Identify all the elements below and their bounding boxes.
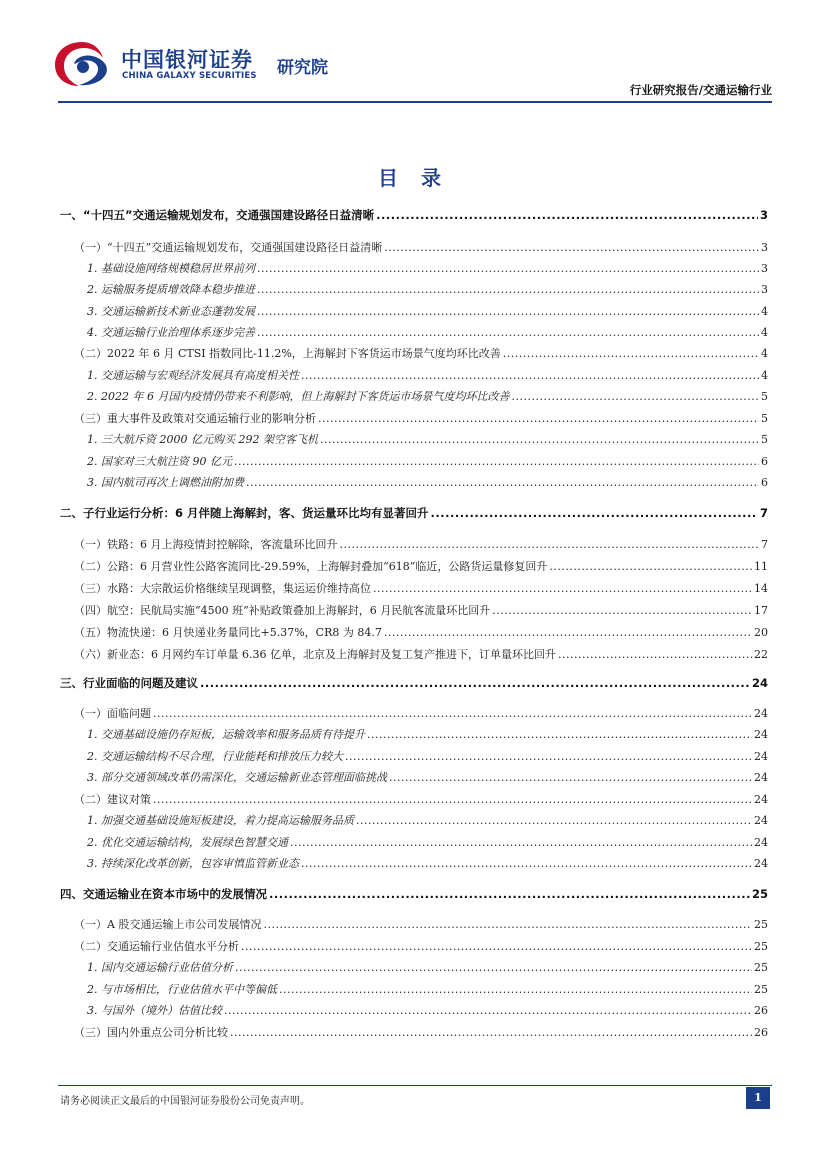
toc-dot-leader xyxy=(257,305,759,318)
toc-dot-leader xyxy=(235,961,752,974)
toc-dot-leader xyxy=(200,676,750,690)
toc-entry-page: 5 xyxy=(761,412,768,425)
toc-entry-title: 2. 与市场相比，行业估值水平中等偏低 xyxy=(87,983,277,996)
toc-entry-page: 20 xyxy=(754,626,768,639)
page-number: 1 xyxy=(746,1087,770,1109)
toc-entry-title: （五）物流快递：6 月快递业务量同比+5.37%，CR8 为 84.7 xyxy=(74,626,382,639)
toc-entry-page: 4 xyxy=(761,347,768,360)
toc-entry-page: 26 xyxy=(754,1004,768,1017)
toc-entry[interactable] xyxy=(60,769,768,789)
toc-entry[interactable] xyxy=(60,239,768,259)
toc-entry[interactable] xyxy=(60,580,768,600)
toc-entry-page: 24 xyxy=(754,857,768,870)
toc-entry[interactable] xyxy=(60,959,768,979)
toc-dot-leader xyxy=(376,208,758,222)
toc-dot-leader xyxy=(301,369,759,382)
toc-entry-page: 24 xyxy=(754,728,768,741)
toc-entry-page: 25 xyxy=(754,961,768,974)
toc-entry[interactable] xyxy=(60,748,768,768)
toc-dot-leader xyxy=(153,707,752,720)
brand-name-en: CHINA GALAXY SECURITIES xyxy=(122,71,257,81)
toc-dot-leader xyxy=(320,433,759,446)
toc-entry-title: 4. 交通运输行业治理体系逐步完善 xyxy=(87,326,255,339)
toc-entry-title: （二）2022 年 6 月 CTSI 指数同比-11.2%，上海解封下客货运市场景气度均环比改善 xyxy=(74,347,501,360)
toc-entry[interactable] xyxy=(60,453,768,473)
toc-dot-leader xyxy=(367,728,752,741)
toc-dot-leader xyxy=(257,262,759,275)
toc-entry[interactable] xyxy=(60,726,768,746)
toc-entry[interactable] xyxy=(60,431,768,451)
toc-entry-title: 2. 交通运输结构不尽合理，行业能耗和排放压力较大 xyxy=(87,750,343,763)
toc-entry-title: 1. 三大航斥资 2000 亿元购买 292 架空客飞机 xyxy=(87,433,318,446)
header-divider xyxy=(58,101,772,103)
toc-entry-page: 24 xyxy=(754,793,768,806)
toc-dot-leader xyxy=(153,793,752,806)
toc-dot-leader xyxy=(492,604,752,617)
toc-dot-leader xyxy=(224,1004,752,1017)
toc-entry-title: （三）国内外重点公司分析比较 xyxy=(74,1026,228,1039)
toc-dot-leader xyxy=(241,940,752,953)
toc-entry-page: 5 xyxy=(761,390,768,403)
toc-entry-page: 24 xyxy=(754,750,768,763)
toc-entry-page: 4 xyxy=(761,369,768,382)
page-header xyxy=(0,0,827,110)
toc-entry-title: 三、行业面临的问题及建议 xyxy=(60,676,198,690)
toc-entry-title: 1. 交通基础设施仍存短板，运输效率和服务品质有待提升 xyxy=(87,728,365,741)
toc-dot-leader xyxy=(301,857,752,870)
toc-entry-page: 26 xyxy=(754,1026,768,1039)
toc-entry[interactable] xyxy=(60,886,768,906)
toc-entry-page: 24 xyxy=(754,814,768,827)
toc-dot-leader xyxy=(257,326,759,339)
toc-entry-title: 2. 优化交通运输结构，发展绿色智慧交通 xyxy=(87,836,288,849)
toc-entry-title: 四、交通运输业在资本市场中的发展情况 xyxy=(60,887,267,901)
toc-entry-page: 5 xyxy=(761,433,768,446)
toc-entry[interactable] xyxy=(60,855,768,875)
toc-title: 目 录 xyxy=(378,166,449,190)
toc-entry-title: （三）重大事件及政策对交通运输行业的影响分析 xyxy=(74,412,316,425)
toc-entry-title: 3. 持续深化改革创新，包容审慎监管新业态 xyxy=(87,857,299,870)
toc-dot-leader xyxy=(549,560,752,573)
toc-entry[interactable] xyxy=(60,558,768,578)
galaxy-logo-icon xyxy=(52,38,112,90)
toc-dot-leader xyxy=(246,476,759,489)
toc-entry[interactable] xyxy=(60,345,768,365)
toc-entry[interactable] xyxy=(60,812,768,832)
toc-entry-page: 14 xyxy=(754,582,768,595)
toc-entry[interactable] xyxy=(60,705,768,725)
toc-entry-page: 25 xyxy=(754,940,768,953)
toc-entry[interactable] xyxy=(60,602,768,622)
toc-entry[interactable] xyxy=(60,207,768,227)
toc-entry-title: （二）建议对策 xyxy=(74,793,151,806)
toc-entry-title: （二）交通运输行业估值水平分析 xyxy=(74,940,239,953)
toc-entry-page: 3 xyxy=(759,208,768,222)
toc-dot-leader xyxy=(384,626,752,639)
toc-entry[interactable] xyxy=(60,981,768,1001)
toc-entry-page: 3 xyxy=(761,262,768,275)
disclaimer-note: 请务必阅读正文最后的中国银河证券股份公司免责声明。 xyxy=(60,1096,310,1107)
toc-entry[interactable] xyxy=(60,388,768,408)
toc-dot-leader xyxy=(257,283,759,296)
toc-entry[interactable] xyxy=(60,675,768,695)
toc-entry-title: 3. 国内航司再次上调燃油附加费 xyxy=(87,476,244,489)
toc-entry[interactable] xyxy=(60,834,768,854)
toc-entry-page: 3 xyxy=(761,283,768,296)
toc-entry-title: 3. 部分交通领域改革仍需深化，交通运输新业态管理面临挑战 xyxy=(87,771,387,784)
toc-dot-leader xyxy=(389,771,752,784)
toc-dot-leader xyxy=(345,750,752,763)
toc-entry[interactable] xyxy=(60,303,768,323)
toc-dot-leader xyxy=(269,887,750,901)
toc-entry-page: 24 xyxy=(751,676,768,690)
toc-entry-title: 3. 交通运输新技术新业态蓬勃发展 xyxy=(87,305,255,318)
toc-entry-title: 1. 国内交通运输行业估值分析 xyxy=(87,961,233,974)
toc-entry-title: 二、子行业运行分析：6 月伴随上海解封，客、货运量环比均有显著回升 xyxy=(60,506,429,520)
toc-entry-page: 6 xyxy=(761,455,768,468)
toc-entry-title: （二）公路：6 月营业性公路客流同比-29.59%，上海解封叠加“618”临近，公路货运量修复回升 xyxy=(74,560,548,573)
toc-entry[interactable] xyxy=(60,1024,768,1044)
toc-entry-title: 一、“十四五”交通运输规划发布，交通强国建设路径日益清晰 xyxy=(60,208,375,222)
toc-entry-page: 24 xyxy=(754,771,768,784)
toc-dot-leader xyxy=(356,814,752,827)
toc-entry[interactable] xyxy=(60,324,768,344)
toc-dot-leader xyxy=(558,648,752,661)
toc-entry[interactable] xyxy=(60,260,768,280)
toc-entry[interactable] xyxy=(60,281,768,301)
toc-entry-title: （六）新业态：6 月网约车订单量 6.36 亿单，北京及上海解封及复工复产推进下，订单量环比回升 xyxy=(74,648,556,661)
toc-entry[interactable] xyxy=(60,624,768,644)
toc-dot-leader xyxy=(234,455,759,468)
toc-entry-title: 3. 与国外（境外）估值比较 xyxy=(87,1004,222,1017)
toc-entry-page: 4 xyxy=(761,305,768,318)
toc-entry-page: 25 xyxy=(754,918,768,931)
toc-entry-title: （一）铁路：6 月上海疫情封控解除，客流量环比回升 xyxy=(74,538,338,551)
toc-entry-page: 7 xyxy=(759,506,768,520)
toc-entry-page: 25 xyxy=(754,983,768,996)
toc-entry[interactable] xyxy=(60,916,768,936)
report-type: 行业研究报告/交通运输行业 xyxy=(629,83,772,97)
toc-entry-page: 7 xyxy=(761,538,768,551)
toc-entry[interactable] xyxy=(60,536,768,556)
footer-divider xyxy=(58,1085,772,1086)
toc-entry[interactable] xyxy=(60,646,768,666)
brand-institute: 研究院 xyxy=(277,58,328,78)
toc-entry-title: （一）“十四五”交通运输规划发布，交通强国建设路径日益清晰 xyxy=(74,241,383,254)
toc-entry-title: 1. 加强交通基础设施短板建设，着力提高运输服务品质 xyxy=(87,814,354,827)
toc-dot-leader xyxy=(511,390,759,403)
toc-entry[interactable] xyxy=(60,791,768,811)
toc-entry[interactable] xyxy=(60,474,768,494)
toc-dot-leader xyxy=(230,1026,752,1039)
toc-entry-page: 24 xyxy=(754,836,768,849)
toc-dot-leader xyxy=(290,836,752,849)
toc-entry-title: （一）面临问题 xyxy=(74,707,151,720)
toc-entry[interactable] xyxy=(60,938,768,958)
toc-dot-leader xyxy=(263,918,752,931)
toc-entry-page: 17 xyxy=(754,604,768,617)
toc-entry[interactable] xyxy=(60,505,768,525)
toc-entry[interactable] xyxy=(60,367,768,387)
toc-dot-leader xyxy=(373,582,752,595)
toc-entry-title: （一）A 股交通运输上市公司发展情况 xyxy=(74,918,262,931)
toc-entry-page: 3 xyxy=(761,241,768,254)
toc-entry[interactable] xyxy=(60,1002,768,1022)
toc-entry-page: 11 xyxy=(754,560,768,573)
toc-dot-leader xyxy=(431,506,758,520)
toc-entry-page: 25 xyxy=(751,887,768,901)
toc-dot-leader xyxy=(318,412,759,425)
toc-entry-page: 24 xyxy=(754,707,768,720)
toc-dot-leader xyxy=(503,347,759,360)
toc-entry[interactable] xyxy=(60,410,768,430)
toc-entry-page: 4 xyxy=(761,326,768,339)
toc-entry-title: 2. 2022 年 6 月国内疫情仍带来不利影响，但上海解封下客货运市场景气度均环比改善 xyxy=(87,390,510,403)
toc-entry-title: 1. 基础设施网络规模稳居世界前列 xyxy=(87,262,255,275)
toc-dot-leader xyxy=(279,983,752,996)
toc-dot-leader xyxy=(384,241,759,254)
toc-dot-leader xyxy=(340,538,760,551)
toc-entry-title: 1. 交通运输与宏观经济发展具有高度相关性 xyxy=(87,369,299,382)
toc-entry-title: 2. 国家对三大航注资 90 亿元 xyxy=(87,455,232,468)
toc-entry-title: （三）水路：大宗散运价格继续呈现调整，集运运价维持高位 xyxy=(74,582,371,595)
brand-name-cn: 中国银河证券 xyxy=(121,48,253,72)
toc-entry-title: 2. 运输服务提质增效降本稳步推进 xyxy=(87,283,255,296)
toc-entry-page: 6 xyxy=(761,476,768,489)
toc-entry-page: 22 xyxy=(754,648,768,661)
toc-entry-title: （四）航空：民航局实施“4500 班”补贴政策叠加上海解封，6 月民航客流量环比回升 xyxy=(74,604,491,617)
